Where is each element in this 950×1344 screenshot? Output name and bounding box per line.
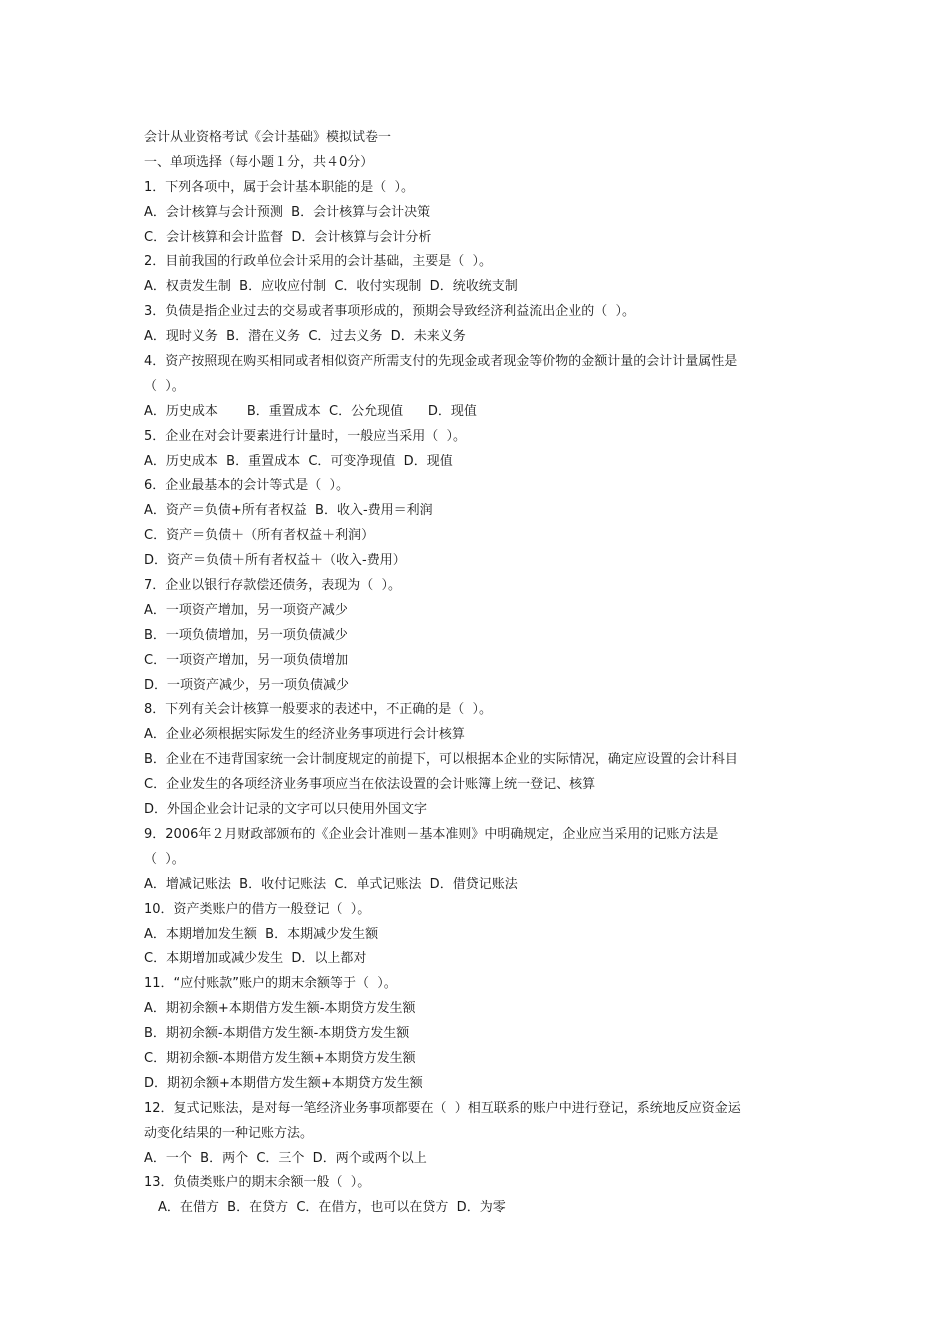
text-line: D．期初余额+本期借方发生额+本期贷方发生额: [144, 1075, 423, 1091]
text-line: D．外国企业会计记录的文字可以只使用外国文字: [144, 802, 428, 818]
text-line: A．企业必须根据实际发生的经济业务事项进行会计核算: [144, 727, 465, 743]
text-line: B．企业在不违背国家统一会计制度规定的前提下，可以根据本企业的实际情况，确定应设置的会计科目: [144, 752, 738, 768]
text-line: A．历史成本 B．重置成本 C．可变净现值 D．现值: [144, 453, 453, 469]
text-line: C．期初余额-本期借方发生额+本期贷方发生额: [144, 1050, 416, 1066]
text-line: B．期初余额-本期借方发生额-本期贷方发生额: [144, 1026, 410, 1042]
text-line: 9．2006年２月财政部颁布的《企业会计准则－基本准则》中明确规定，企业应当采用的记账方法是: [144, 826, 719, 842]
text-line: A．一项资产增加，另一项资产减少: [144, 602, 348, 618]
text-line: B．一项负债增加，另一项负债减少: [144, 627, 348, 643]
text-line: A．增减记账法 B．收付记账法 C．单式记账法 D．借贷记账法: [144, 876, 518, 892]
text-line: A．历史成本 B．重置成本 C．公允现值 D．现值: [144, 403, 477, 419]
text-line: 8．下列有关会计核算一般要求的表述中，不正确的是（ ）。: [144, 702, 493, 718]
text-line: A．本期增加发生额 B．本期减少发生额: [144, 926, 379, 942]
text-line: A．资产＝负债+所有者权益 B．收入-费用＝利润: [144, 503, 433, 519]
text-line: 13．负债类账户的期末余额一般（ ）。: [144, 1175, 371, 1191]
text-line: A．会计核算与会计预测 B．会计核算与会计决策: [144, 204, 431, 220]
text-line: 10．资产类账户的借方一般登记（ ）。: [144, 901, 371, 917]
text-line: D．资产＝负债＋所有者权益＋（收入-费用）: [144, 553, 406, 569]
document-title: 会计从业资格考试《会计基础》模拟试卷一: [144, 130, 392, 145]
text-line: C．一项资产增加，另一项负债增加: [144, 652, 349, 668]
text-line: 动变化结果的一种记账方法。: [144, 1125, 314, 1141]
question-lines: [144, 151, 814, 1196]
text-line: 6．企业最基本的会计等式是（ ）。: [144, 478, 350, 494]
text-line: （ ）。: [144, 851, 185, 867]
text-line: （ ）。: [144, 378, 185, 394]
text-line: C．会计核算和会计监督 D．会计核算与会计分析: [144, 229, 432, 245]
text-line: A．一个 B．两个 C．三个 D．两个或两个以上: [144, 1150, 427, 1166]
text-line: A．权责发生制 B．应收应付制 C．收付实现制 D．统收统支制: [144, 279, 518, 295]
text-line: 4．资产按照现在购买相同或者相似资产所需支付的先现金或者现金等价物的金额计量的会计计量属性是: [144, 354, 738, 370]
text-line: 11．“应付账款”账户的期末余额等于（ ）。: [144, 976, 397, 992]
text-line: A．现时义务 B．潜在义务 C．过去义务 D．未来义务: [144, 329, 466, 345]
text-line: C．资产＝负债＋（所有者权益＋利润）: [144, 528, 375, 544]
text-line: 12．复式记账法，是对每一笔经济业务事项都要在（ ）相互联系的账户中进行登记，系统地反应资金运: [144, 1100, 741, 1116]
text-line: 2．目前我国的行政单位会计采用的会计基础，主要是（ ）。: [144, 254, 493, 270]
text-line: 5．企业在对会计要素进行计量时，一般应当采用（ ）。: [144, 428, 467, 444]
text-line: 7．企业以银行存款偿还债务，表现为（ ）。: [144, 578, 402, 594]
text-line: C．本期增加或减少发生 D．以上都对: [144, 951, 367, 967]
text-line: 3．负债是指企业过去的交易或者事项形成的，预期会导致经济利益流出企业的（ ）。: [144, 304, 636, 320]
document-body: [144, 126, 814, 1221]
question-13-options: A．在借方 B．在贷方 C．在借方，也可以在贷方 D．为零: [158, 1200, 506, 1216]
text-line: A．期初余额+本期借方发生额-本期贷方发生额: [144, 1001, 416, 1017]
text-line: 一、单项选择（每小题１分，共４0分）: [144, 154, 374, 170]
text-line: C．企业发生的各项经济业务事项应当在依法设置的会计账簿上统一登记、核算: [144, 777, 596, 793]
text-line: 1．下列各项中，属于会计基本职能的是（ ）。: [144, 179, 415, 195]
text-line: D．一项资产减少，另一项负债减少: [144, 677, 350, 693]
